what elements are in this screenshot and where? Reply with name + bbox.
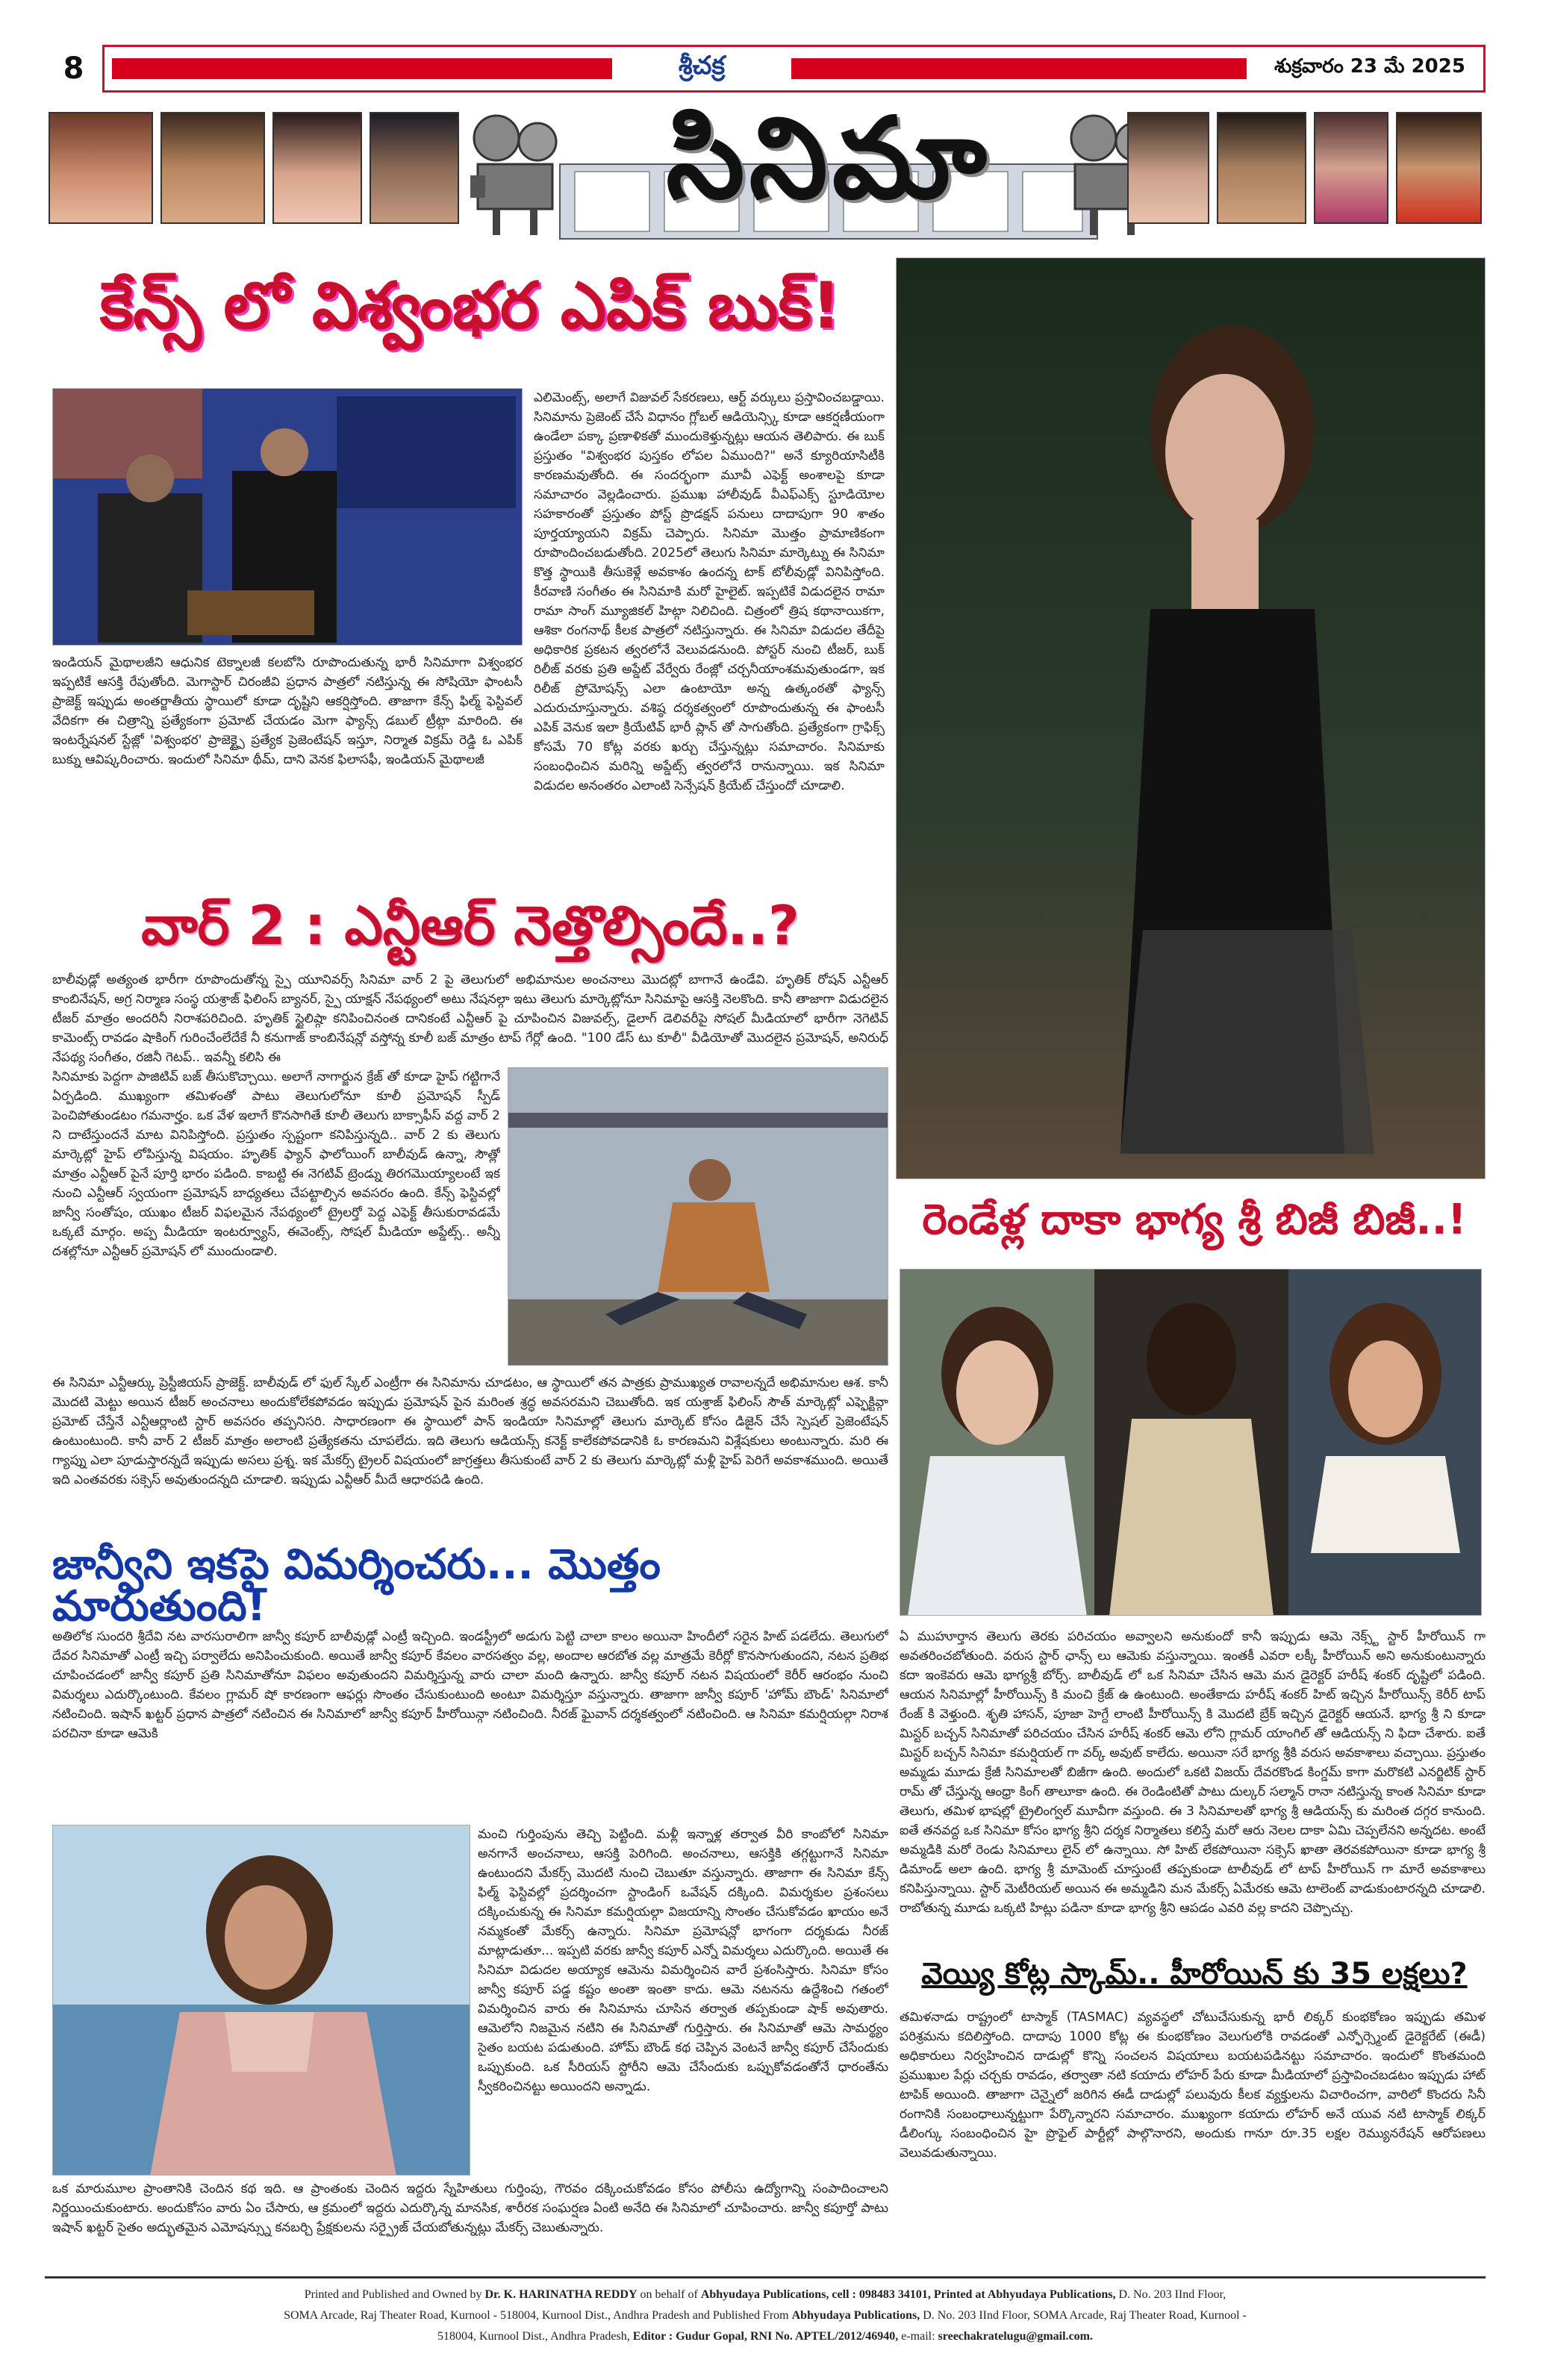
issue-date: శుక్రవారం 23 మే 2025 xyxy=(1274,55,1465,78)
photo-bhagyashri-collage xyxy=(900,1269,1482,1616)
section-title: సినిమా xyxy=(666,92,991,224)
article3-body-right: మంచి గుర్తింపును తెచ్చి పెట్టింది. మళ్లీ ఇన్నాళ్ల తర్వాత వీరి కాంబోలో సినిమా అనగానే అంచనాలు, ఆసక్తి పెరిగింది. అంచనాలు, ఆసక్తికి తగ్గట్టుగానే సినిమా ఉంటుందని మేకర్స్ మొదటి నుంచి చెబుతూ వస్తున్నారు. తాజాగా ఈ సినిమా కేన్స్ ఫిల్మ్ ఫెస్టివల్లో ప్రదర్శించగా స్టాండింగ్ ఒవేషన్ దక్కింది. విమర్శకుల ప్రశంసలు దక్కించుకున్న ఈ సినిమా కమర్షియల్గా విజయాన్ని సొంతం చేసుకోవడం ఖాయం అనే నమ్మకంతో మేకర్స్ ఉన్నారు. సినిమా ప్రమోషన్లో భాగంగా దర్శకుడు నీరజ్ మాట్లాడుతూ... ఇప్పటి వరకు జాన్వీ కపూర్ ఎన్నో విమర్శలు ఎదుర్కొంది. అయితే ఈ సినిమా విడుదల అయ్యాక ఆమెను విమర్శించిన వారే ప్రశంసిస్తారు. సినిమా కోసం జాన్వీ కపూర్ పడ్డ కష్టం అంతా ఇంతా కాదు. ఆమె నటనను ఉద్దేశించి గతంలో విమర్శించిన వారు ఈ సినిమాను చూసిన తర్వాత తప్పకుండా షాక్ అవుతారు. ఆమెలోని నిజమైన నటిని ఈ సినిమాతో గుర్తిస్తారు. ఈ సినిమాతో ఆమె సామర్థ్యం సైతం బయట పడుతుంది. హోమ్ బౌండ్ కథ చెప్పిన వెంటనే జాన్వీ కపూర్ చేసేందుకు ఒప్పుకుంది. ఒక సీరియస్ స్టోరీని ఆమె చేసేందుకు ఒప్పుకోవడంతోనే ధారంతేను స్వీకరించినట్టు అయిందని అన్నాడు. xyxy=(478,1827,888,2094)
publication-name: Abhyudaya Publications, xyxy=(791,2309,920,2322)
article2-body-left: సినిమాకు పెద్దగా పాజిటివ్ బజ్ తీసుకొచ్చాయి. అలాగే నాగార్జున క్రేజ్ తో కూడా హైప్ గట్టిగానే ఏర్పడింది. ముఖ్యంగా తమిళంతో పాటు తెలుగులోనూ కూలీ ప్రమోషన్ స్పీడ్ పెంచిపోతుండటం గమనార్హం. ఒక వేళ ఇలాగే కొనసాగితే కూలీ తెలుగు బాక్సాఫీస్ వద్ద వార్ 2 ని దాటేస్తుందనే మాట వినిపిస్తోంది. ప్రస్తుతం స్పష్టంగా కనిపిస్తున్నది.. వార్ 2 కు తెలుగు మార్కెట్లో హైప్ లోపిస్తున్న విషయం. హృతిక్ ఫ్యాన్ ఫాలోయింగ్ బాలీవుడ్ ఉన్నా, సౌత్లో మాత్రం ఎన్టీఆర్ పైనే పూర్తి భారం పడింది. కాబట్టి ఈ నెగటివ్ ట్రెండ్ను తిరగమొయ్యాలంటే ఇక నుంచి ఎన్టీఆర్ స్వయంగా ప్రమోషన్ బాధ్యతలు చేపట్టాల్సిన అవసరం ఉంది. కేన్స్ ఫెస్టివల్లో జాన్వీ సంతోషం, యుఖం టీజర్ విఫలమైన నేపథ్యంలో ట్రైలర్తో పెద్ద ఎఫెక్ట్ తీసుకురావడమే ఒక్కటే మార్గం. అప్ప మీడియా ఇంటర్వ్యూస్, ఈవెంట్స్, సోషల్ మీడియా అప్డేట్స్.. అన్నీ దశల్లోనూ ఎన్టీఆర్ ప్రమోషన్ లో ముందుండాలి. xyxy=(52,1069,500,1259)
actor-portrait xyxy=(370,112,459,224)
photo-janhvi-beach xyxy=(52,1825,470,2176)
article3-tail: ఒక మారుమూల ప్రాంతానికి చెందిన కథ ఇది. ఆ ప్రాంతంకు చెందిన ఇద్దరు స్నేహితులు గుర్తింపు, గౌరవం దక్కించుకోవడం కోసం పోలీసు ఉద్యోగాన్ని సంపాదించాలని నిర్ణయించుకుంటారు. అందుకోసం వారు ఏం చేసారు, ఆ క్రమంలో ఇద్దరు ఎదుర్కొన్న మానసిక, శారీరక సంఘర్షణ ఏంటి అనేది ఈ సినిమాలో చూపించారు. జాన్వీ కపూర్తో పాటు ఇషాన్ ఖట్టర్ సైతం అద్భుతమైన ఎమోషన్స్ను కనబర్చి ప్రేక్షకులను సర్ప్రైజ్ చేయబోతున్నట్లు మేకర్స్ చెబుతున్నారు. xyxy=(52,2181,888,2235)
article4-body: ఏ ముహూర్తాన తెలుగు తెరకు పరిచయం అవ్వాలని అనుకుందో కానీ ఇప్పుడు ఆమె నెక్స్ట్ స్టార్ హీరోయిన్ గా అవతరించబోతుంది. వరుస స్టార్ ఛాన్స్ లు ఆమెకు వస్తున్నాయి. ఇంతకీ ఎవరా లక్కీ హీరోయిన్ అని అనుకుంటున్నారు కదా ఇంకెవరు ఆమె భాగ్యశ్రీ బోర్స్. బాలీవుడ్ లో ఒక సినిమా చేసిన ఆమె మన డైరెక్టర్ హరీష్ శంకర్ దృష్టిలో పడింది. ఆయన సినిమాల్లో హీరోయిన్స్ కి మంచి క్రేజ్ ఉ ఉంటుంది. అంతేకాదు హరీష్ శంకర్ హిట్ ఇచ్చిన హీరోయిన్స్ కెరీర్ టాప్ రేంజ్ కి వెళ్తుంది. శృతి హాసన్, పూజా హెగ్దే లాంటి హీరోయిన్స్ కి మొదటి బ్రేక్ ఇచ్చిన డైరెక్టర్ ఆయనే. భాగ్య శ్రీ ని కూడా మిస్టర్ బచ్చన్ సినిమాతో పరిచయం చేసిన హరీష్ శంకర్ ఆమె లోని గ్లామర్ యాంగిల్ తో ఆడియన్స్ ని ఫిదా చేశారు. ఐతే మిస్టర్ బచ్చన్ సినిమా కమర్షియల్ గా వర్క్ అవుట్ కాలేదు. అయినా సరే భాగ్య శ్రీకి వరుస అవకాశాలు వచ్చాయి. ప్రస్తుతం అమ్మడు మూడు క్రేజీ సినిమాలతో బిజీగా ఉంది. అందులో ఒకటి విజయ్ దేవరకొండ కింగ్డమ్ కాగా మరొకటి ఎనర్జిటిక్ స్టార్ రామ్ తో చేస్తున్న ఆంధ్రా కింగ్ తాలూకా ఉంది. ఈ రెండింటితో పాటు దుల్కర్ సల్మాన్ రానా నటిస్తున్న కాంత సినిమా కూడా తెలుగు, తమిళ భాషల్లో ట్రైలింగ్వల్ మూవీగా వస్తుంది. ఈ 3 సినిమాలతో భాగ్య శ్రీ ఆడియన్స్ కు మరింత దగ్గర కానుంది. ఐతే తనవద్ద ఒక సినిమా కోసం భాగ్య శ్రీని దర్శక నిర్మాతలు కలిస్తే మరో ఆరు నెలల దాకా ఏమి చెప్పలేనని అన్నదట. అంటే అమ్మడికి మరో రెండు సినిమాలు లైన్ లో ఉన్నాయి. సో హిట్ లేకపోయినా సక్సెస్ ఖాతా తెరవకపోయినా కూడా భాగ్య శ్రీ డిమాండ్ అలా ఉంది. భాగ్య శ్రీ మామెంట్ చూస్తుంటే తప్పకుండా టాలీవుడ్ లో టాప్ హీరోయిన్ గా మారే అవకాశాలు కనిపిస్తున్నాయి. స్టార్ మెటీరియల్ అయిన ఈ అమ్మడిని మన మేకర్స్ ఏమేరకు ఆమె టాలెంట్ వాడుకుంటారన్నది చూడాలి. రాబోతున్న మూడు ఒక్కటి హిట్లు పడినా కూడా భాగ్య శ్రీని ఆపడం ఎవరి వల్ల కాదని చెప్పొచ్చు. xyxy=(900,1629,1486,1916)
actor-portrait xyxy=(1127,112,1209,224)
actor-portrait xyxy=(1396,112,1482,224)
photo-ntr-war2 xyxy=(508,1067,888,1366)
publication-name: Abhyudaya Publications, cell : 098483 34101, Printed at Abhyudaya Publications, xyxy=(700,2288,1116,2301)
article-headline-bhagyashri[interactable]: రెండేళ్ల దాకా భాగ్య శ్రీ బిజీ బిజీ..! xyxy=(922,1196,1467,1244)
article2-intro: బాలీవుడ్లో అత్యంత భారీగా రూపొందుతోన్న స్పై యూనివర్స్ సినిమా వార్ 2 పై తెలుగులో అభిమానుల అంచనాలు మొదట్లో బాగానే ఉండేవి. హృతిక్ రోషన్ ఎన్టీఆర్ కాంబినేషన్, అగ్ర నిర్మాణ సంస్థ యశ్రాజ్ ఫిలింస్ బ్యానర్, స్పై యాక్షన్ నేపథ్యంలో అటు నేషనల్గా ఇటు తెలుగు మార్కెట్లోనూ సినిమాపై ఆసక్తి నెలకొంది. కానీ తాజాగా విడుదలైన టీజర్ మాత్రం అందరినీ నిరాశపరిచింది. హృతిక్ స్టైలిష్గా కనిపించినంత దానికంటే ఎన్టీఆర్ పై చూపించిన విజువల్స్, డైలాగ్ డెలివరీపై సోషల్ మీడియాలో భారీగా నెగెటివ్ కామెంట్స్ రావడం షాకింగ్ గురించేంలేదేకే నీ కనుగాజ్ కాంబినేషన్లో వస్తోన్న కూలీ బజ్ మాత్రం టాప్ గేర్లో ఉంది. "100 డేస్ టు కూలీ" వీడియోతో మొదలైన ప్రమోషన్, అనిరుధ్ నేపథ్య సంగీతం, రజినీ గెటప్.. ఇవన్నీ కలిసి ఈ xyxy=(52,972,888,1065)
article-headline-viswambhara[interactable]: కేన్స్ లో విశ్వంభర ఎపిక్ బుక్! xyxy=(99,269,841,343)
page-number: 8 xyxy=(45,45,105,93)
footer-text: on behalf of xyxy=(637,2288,701,2301)
imprint-footer xyxy=(45,2276,1486,2358)
publisher-name: Dr. K. HARINATHA REDDY xyxy=(484,2288,638,2301)
footer-text: Printed and Published and Owned by xyxy=(304,2288,485,2301)
footer-text: 518004, Kurnool Dist., Andhra Pradesh, xyxy=(437,2330,633,2343)
actor-portrait xyxy=(1217,112,1306,224)
actor-portrait xyxy=(1314,112,1388,224)
actor-portrait xyxy=(49,112,153,224)
header-red-strip-right xyxy=(791,58,1247,79)
header-red-strip-left xyxy=(112,58,612,79)
footer-text: e-mail: xyxy=(898,2330,938,2343)
editor-rni: Editor : Gudur Gopal, RNI No. APTEL/2012/46940, xyxy=(632,2330,899,2343)
footer-text: SOMA Arcade, Raj Theater Road, Kurnool - 518004, Kurnool Dist., Andhra Pradesh and Published From xyxy=(284,2309,792,2322)
actor-portrait xyxy=(272,112,362,224)
article1-body-right: ఎలిమెంట్స్, అలాగే విజువల్ సేకరణలు, ఆర్ట్ వర్కులు ప్రస్తావించబడ్డాయి. సినిమాను ప్రెజెంట్ చేసే విధానం గ్లోబల్ ఆడియెన్స్కి కూడా ఆకర్షణీయంగా ఉండేలా పక్కా ప్రణాళికతో ముందుకెళ్తున్నట్లు ఆయన తెలిపారు. ఈ బుక్ ప్రస్తుతం "విశ్వంభర పుస్తకం లోపల ఏముంది?" అనే క్యూరియాసిటీకి కారణమవుతోంది. ఈ సందర్భంగా మూవీ ఎఫెక్ట్ అంశాలపై కూడా సమాచారం వెల్లడించారు. ప్రముఖ హాలీవుడ్ వీఎఫ్ఎక్స్ స్టూడియోల సహకారంతో ప్రస్తుతం పోస్ట్ ప్రొడక్షన్ పనులు దాదాపుగా 90 శాతం పూర్తయ్యాయని విక్రమ్ చెప్పారు. సినిమా మొత్తం ప్రామాణికంగా రూపొందించబడుతోంది. 2025లో తెలుగు సినిమా మార్కెట్ను ఈ సినిమా కొత్త స్థాయికి తీసుకెళ్లే అవకాశం ఉందన్న టాక్ టోలీవుడ్లో వినిపిస్తోంది. కీరవాణి సంగీతం ఈ సినిమాకి మరో హైలైట్. ఇప్పటికే విడుదలైన రామా రామా సాంగ్ మ్యూజికల్ హిట్గా నిలిచింది. చిత్రంలో త్రిష కథానాయికగా, ఆశికా రంగనాథ్ కీలక పాత్రలో నటిస్తున్నారు. ఈ సినిమా విడుదల తేదీపై అధికారిక ప్రకటన త్వరలోనే వెలువడనుంది. పోస్టర్ నుంచి టీజర్, బుక్ రిలీజ్ వరకు ప్రతి అప్డేట్ వేర్వేరు రేంజ్లో చర్చనీయాంశమవుతుండగా, ఇక రిలీజ్ ప్రోమోషన్స్ ఎలా ఉంటాయో అన్న ఉత్కంఠతో ఫ్యాన్స్ ఎదురుచూస్తున్నారు. వశిష్ఠ దర్శకత్వంలో రూపొందుతున్న ఈ ఫాంటసీ ఎపిక్ వెనుక ఇలా క్రియేటివ్ భారీ ప్లాన్ తో సాగుతోంది. ప్రత్యేకంగా గ్రాఫిక్స్ కోసమే 70 కోట్ల వరకు ఖర్చు చేస్తున్నట్లు సమాచారం. సినిమాకు సంబంధించిన మరిన్ని అప్డేట్స్ త్వరలోనే రానున్నాయి. ఇక సినిమా విడుదల అనంతరం ఎలాంటి సెన్సేషన్ క్రియేట్ చేస్తుందో చూడాలి. xyxy=(534,390,885,793)
article3-intro: అతిలోక సుందరి శ్రీదేవి నట వారసురాలిగా జాన్వీ కపూర్ బాలీవుడ్లో ఎంట్రీ ఇచ్చింది. ఇండస్ట్రీలో అడుగు పెట్టి చాలా కాలం అయినా హిందీలో సరైన హిట్ పడలేదు. తెలుగులో దేవర సినిమాతో ఎంట్రీ ఇచ్చి పర్వాలేదు అనిపించుకుంది. అయితే జాన్వీ కపూర్ కేవలం వారసత్వం వల్ల, అందాల ఆరబోత వల్ల మాత్రమే కెరీర్లో కొనసాగుతుందని, నటన ప్రతిభ చూపించడంలో జాన్వీ కపూర్ ప్రతి సినిమాతోనూ విఫలం అవుతుందని విమర్శిస్తున్న వారు చాలా మంది ఉన్నారు. జాన్వీ కపూర్ నటన విషయంలో కెరీర్ ఆరంభం నుంచి విమర్శలు ఎదుర్కొంటుంది. కేవలం గ్లామర్ షో కారణంగా ఆఫర్లు సొంతం చేసుకుంటుంది అంటూ విమర్శిస్తూ వస్తున్నారు. తాజాగా జాన్వీ కపూర్ 'హోమ్ బౌండ్' సినిమాలో నటించింది. ఇషాన్ ఖట్టర్ ప్రధాన పాత్రలో నటించిన ఈ సినిమాలో జాన్వీ కపూర్ హీరోయిన్గా నటించింది. నీరజ్ ఘైవాన్ దర్శకత్వంలో నటించింది. ఆ సినిమా కమర్షియల్గా నిరాశ పరచినా కూడా ఆమెకి xyxy=(52,1629,888,1741)
article1-body-left: ఇండియన్ మైథాలజీని ఆధునిక టెక్నాలజీ కలబోసి రూపొందుతున్న భారీ సినిమాగా విశ్వంభర ఇప్పటికే ఆసక్తి రేపుతోంది. మెగాస్టార్ చిరంజీవి ప్రధాన పాత్రలో నటిస్తున్న ఈ సోషియో ఫాంటసీ ప్రాజెక్ట్ ఇప్పుడు అంతర్జాతీయ స్థాయిలో కూడా దృష్టిని ఆకర్షిస్తోంది. తాజాగా కేన్స్ ఫిల్మ్ ఫెస్టివల్ వేదికగా ఈ చిత్రాన్ని ప్రత్యేకంగా ప్రమోట్ చేయడం మెగా ఫ్యాన్స్ డబుల్ ట్రీట్గా మారింది. ఈ ఇంటర్నేషనల్ స్టేజ్లో 'విశ్వంభర' ప్రాజెక్ట్పై ప్రత్యేక ప్రెజెంటేషన్ ఇస్తూ, నిర్మాత విక్రమ్ రెడ్డి ఓ ఎపిక్ బుక్ను ఆవిష్కరించారు. ఇందులో సినిమా థీమ్, దాని వెనక ఫిలాసఫీ, ఇండియన్ మైథాలజీ xyxy=(52,655,523,767)
newspaper-logo[interactable] xyxy=(612,46,791,91)
section-masthead xyxy=(530,92,1127,246)
contact-email[interactable]: sreechakratelugu@gmail.com. xyxy=(938,2330,1093,2343)
article-headline-janhvi[interactable]: జాన్వీని ఇకపై విమర్శించరు... మొత్తం మారుతుంది! xyxy=(52,1540,661,1631)
logo-text: శ్రీచక్ర xyxy=(678,51,726,81)
article2-tail: ఈ సినిమా ఎన్టీఆర్కు ప్రెస్టీజియస్ ప్రాజెక్ట్. బాలీవుడ్ లో ఫుల్ స్కేల్ ఎంట్రీగా ఈ సినిమాను చూడటం, ఆ స్థాయిలో తన పాత్రకు ప్రాముఖ్యత రావాలన్నదే అభిమానుల ఆశ. కానీ మొదటి మెట్టు అయిన టీజర్ అంచనాలు అందుకోలేకపోవడం ఇప్పుడు ప్రమోషన్ పైన మరింత శ్రద్ధ అవసరమని చెబుతోంది. ఇక యశ్రాజ్ ఫిలింస్ సౌత్ మార్కెట్లో ఎఫ్ఫెక్టివ్గా ప్రమోట్ చేస్తేనే ఎన్టీఆర్లాంటి స్టార్ అవసరం తప్పనిసరి. సాధారణంగా ఈ స్థాయిలో పాన్ ఇండియా సినిమాల్లో తెలుగు మార్కెట్ కోసం డిజైన్ చేసే స్పెషల్ ప్రెజెంటేషన్ ఉంటుంటుంది. కానీ వార్ 2 టీజర్ మాత్రం అలాంటి ప్రత్యేకతను చూపలేదు. ఇది తెలుగు ఆడియన్స్ కనెక్ట్ కాలేకపోవడానికి ఓ కారణమని విశ్లేషకులు అంటున్నారు. మరి ఈ గ్యాప్ను ఎలా పూడుస్తారన్నదే ఇప్పుడు అసలు ప్రశ్న. ఇక మేకర్స్ ట్రైలర్ విషయంలో జాగ్రత్తలు తీసుకుంటే వార్ 2 కు తెలుగు మార్కెట్లో మళ్లీ హైప్ పెరిగే అవకాశముంది. అయితే ఇది ఎంతవరకు సక్సెస్ అవుతుందన్నది చూడాలి. ఇప్పుడు ఎన్టీఆర్ మీదే ఆధారపడి ఉంది. xyxy=(52,1375,888,1487)
photo-cannes-press-event xyxy=(52,388,523,646)
footer-text: D. No. 203 IInd Floor, xyxy=(1115,2288,1226,2301)
article-headline-war2[interactable]: వార్ 2 : ఎన్టీఆర్ నెత్తొల్సిందే..? xyxy=(141,894,799,957)
actor-portrait xyxy=(160,112,265,224)
photo-actress-black-gown xyxy=(896,257,1486,1179)
article5-body: తమిళనాడు రాష్ట్రంలో టాస్మాక్ (TASMAC) వ్యవస్థలో చోటుచేసుకున్న భారీ లిక్కర్ కుంభకోణం ఇప్పుడు తమిళ పరిశ్రమను కదిలిస్తోంది. దాదాపు 1000 కోట్ల ఈ కుంభకోణం వెలుగులోకి రావడంతో ఎన్ఫోర్స్మెంట్ డైరెక్టరేట్ (ఈడీ) అధికారులు నిర్వహించిన దాడుల్లో కొన్ని సంచలన విషయాలు బయటపడినట్టు సమాచారం. ఇందులో కొంతమంది ప్రముఖుల పేర్లు చర్చకు రావడం, తర్వాతా నటి కయాదు లోహర్ పేరు కూడా మీడియాలో ప్రస్తావించబడటం ఇప్పుడు హాట్ టాపిక్ అయింది. తాజాగా చెన్నైలో జరిగిన ఈడీ దాడుల్లో పలువురు కీలక వ్యక్తులను విచారించగా, వారిలో కొందరు సినీ రంగానికి సంబంధాలున్నట్టుగా పేర్కొన్నారని సమాచారం. ముఖ్యంగా కయాదు లోహర్ అనే యువ నటి టాస్మాక్ లిక్కర్ డీలింగ్కు సంబంధించిన హై ప్రొఫైల్ పార్టీల్లో పాల్గొనారని, అందుకు గానూ రూ.35 లక్షల రెమ్యునరేషన్ ఆరోపణలు వెలువడుతున్నాయి. xyxy=(900,2010,1486,2161)
footer-text: D. No. 203 IInd Floor, SOMA Arcade, Raj Theater Road, Kurnool - xyxy=(920,2309,1247,2322)
article-headline-tasmac-scam[interactable]: వెయ్యి కోట్ల స్కామ్.. హీరోయిన్ కు 35 లక్షలు? xyxy=(921,1957,1468,1991)
